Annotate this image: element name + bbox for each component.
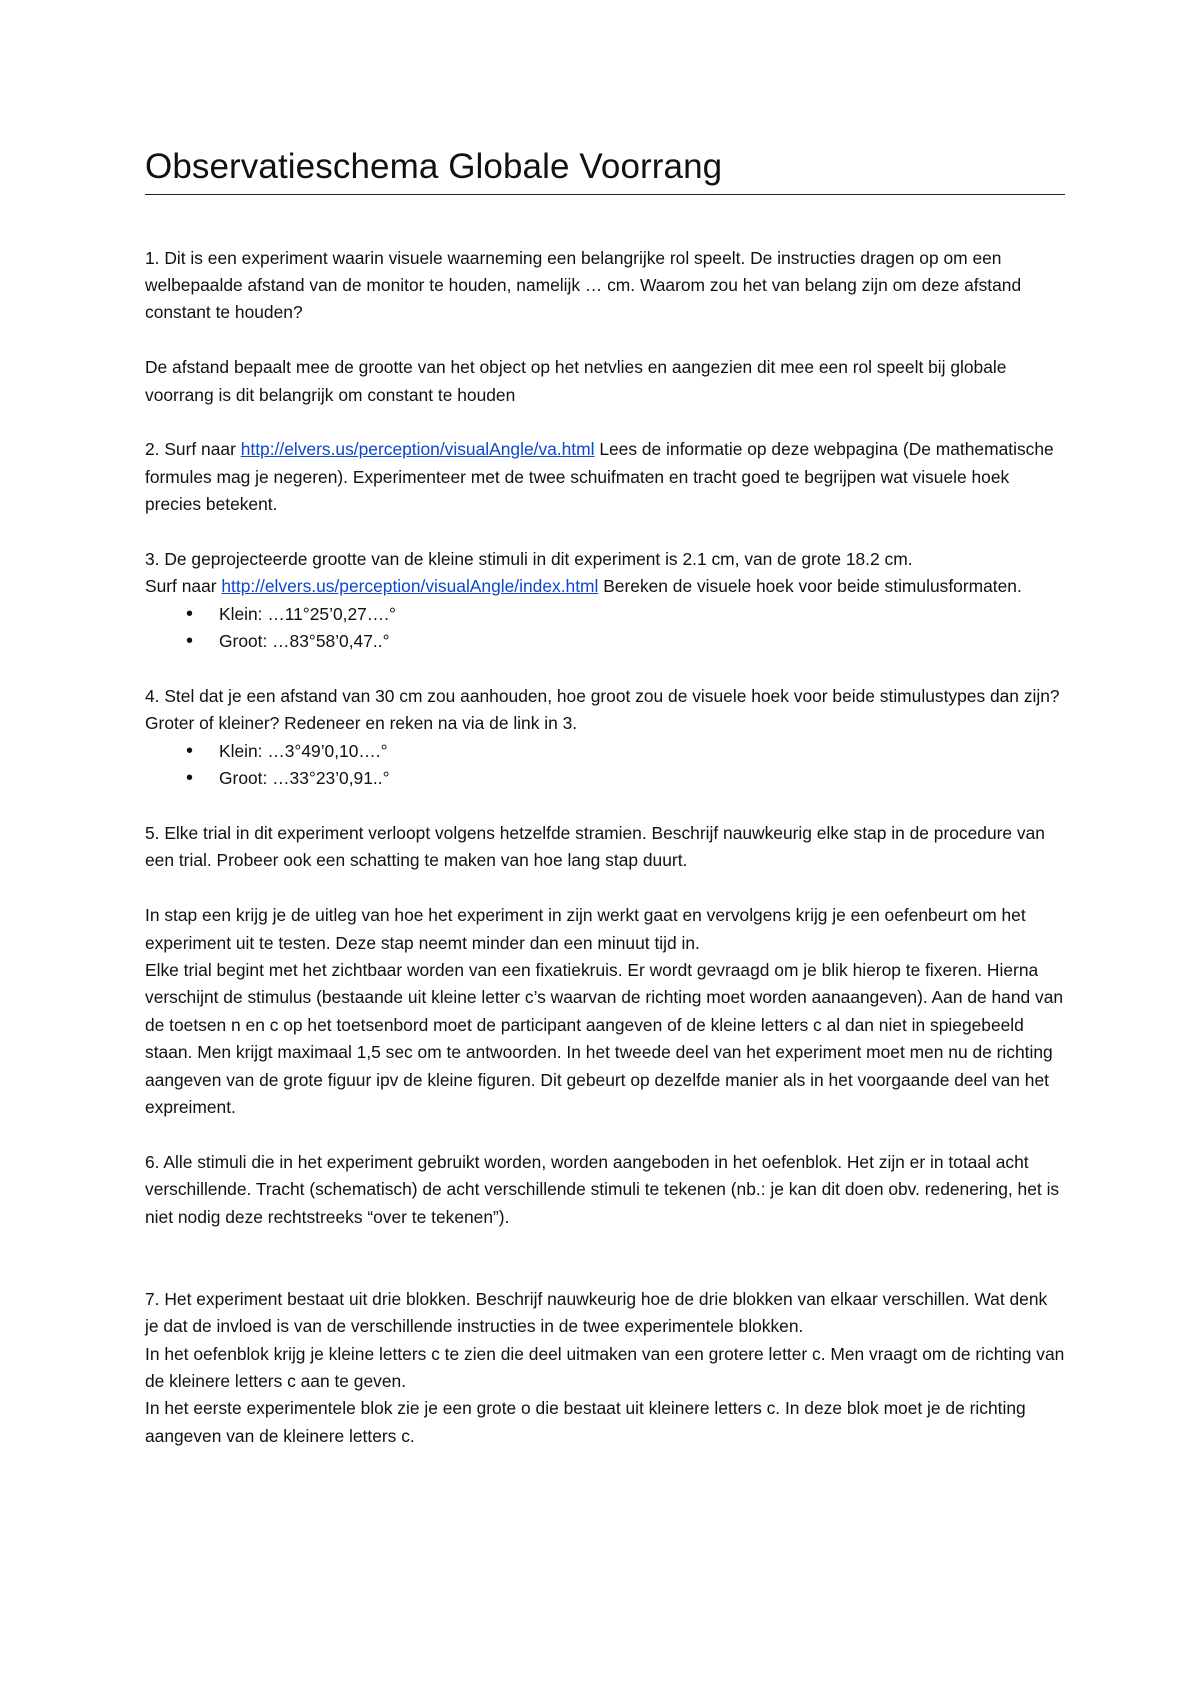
answer-3-small: • Klein: …11°25’0,27….° xyxy=(145,601,1065,628)
answer-5-part2: Elke trial begint met het zichtbaar worden van een fixatiekruis. Er wordt gevraagd om je blik hierop te fixeren. Hierna verschijnt de stimulus (bestaande uit kleine letter c’s waarvan de richting moet worden aanaangeven). Aan de hand van de toetsen n en c op het toetsenbord moet de participant aangeven of de kleine letters c al dan niet in spiegebeeld staan. Men krijgt maximaal 1,5 sec om te antwoorden. In het tweede deel van het experiment moet men nu de richting aangeven van de grote figuur ipv de kleine figuren. Dit gebeurt op dezelfde manier als in het voorgaande deel van het expreiment. xyxy=(145,959,1064,1117)
answer-7-part2: In het eerste experimentele blok zie je een grote o die bestaat uit kleinere letters c. In deze blok moet je de richting aangeven van de kleinere letters c. xyxy=(145,1398,1026,1446)
answer-4-large: • Groot: …33°23’0,91..° xyxy=(145,765,1065,792)
question-7: 7. Het experiment bestaat uit drie blokken. Beschrijf nauwkeurig hoe de drie blokken van elkaar verschillen. Wat denk je dat de invloed is van de verschillende instructies in de twee experimentele blokken. xyxy=(145,1288,1048,1337)
answer-5-part1: In stap een krijg je de uitleg van hoe het experiment in zijn werkt gaat en vervolgens krijg je een oefenbeurt om het experiment uit te testen. Deze stap neemt minder dan een minuut tijd in. xyxy=(145,905,1026,953)
question-3-answers xyxy=(145,601,1065,656)
document-page xyxy=(145,148,1065,1450)
question-2 xyxy=(145,436,1065,518)
question-3-line1: 3. De geprojecteerde grootte van de kleine stimuli in dit experiment is 2.1 cm, van de grote 18.2 cm. xyxy=(145,548,913,569)
visual-angle-index-link[interactable]: http://elvers.us/perception/visualAngle/index.html xyxy=(221,576,599,597)
document-body xyxy=(145,245,1065,1451)
question-5: 5. Elke trial in dit experiment verloopt volgens hetzelfde stramien. Beschrijf nauwkeurig elke stap in de procedure van een trial. Probeer ook een schatting te maken van hoe lang stap duurt. xyxy=(145,822,1045,871)
question-3 xyxy=(145,546,1065,601)
visual-angle-va-link[interactable]: http://elvers.us/perception/visualAngle/va.html xyxy=(240,439,595,460)
question-4-answers xyxy=(145,738,1065,793)
question-3-suffix: Bereken de visuele hoek voor beide stimulusformaten. xyxy=(598,576,1022,597)
question-4: 4. Stel dat je een afstand van 30 cm zou aanhouden, hoe groot zou de visuele hoek voor beide stimulustypes dan zijn? Groter of kleiner? Redeneer en reken na via de link in 3. xyxy=(145,685,1060,734)
document-title: Observatieschema Globale Voorrang xyxy=(145,148,1065,195)
question-2-suffix: Lees de informatie op deze webpagina (De mathematische formules mag je negeren). Experimenteer met de twee schuifmaten en tracht goed te begrijpen wat visuele hoek precies betekent. xyxy=(145,439,1054,515)
question-1: 1. Dit is een experiment waarin visuele waarneming een belangrijke rol speelt. De instructies dragen op om een welbepaalde afstand van de monitor te houden, namelijk … cm. Waarom zou het van belang zijn om deze afstand constant te houden? xyxy=(145,247,1022,323)
blank-space xyxy=(145,1258,1065,1285)
answer-1: De afstand bepaalt mee de grootte van het object op het netvlies en aangezien dit mee een rol speelt bij globale voorrang is dit belangrijk om constant te houden xyxy=(145,357,1007,405)
question-2-prefix: 2. Surf naar xyxy=(145,439,241,460)
answer-7-part1: In het oefenblok krijg je kleine letters c te zien die deel uitmaken van een grotere letter c. Men vraagt om de richting van de kleinere letters c aan te geven. xyxy=(145,1343,1065,1392)
question-6: 6. Alle stimuli die in het experiment gebruikt worden, worden aangeboden in het oefenblok. Het zijn er in totaal acht verschillende. Tracht (schematisch) de acht verschillende stimuli te tekenen (nb.: je kan dit doen obv. redenering, het is niet nodig deze rechtstreeks “over te tekenen”). xyxy=(145,1151,1060,1227)
question-3-prefix: Surf naar xyxy=(145,576,222,597)
answer-3-large: • Groot: …83°58’0,47..° xyxy=(145,628,1065,655)
answer-4-small: • Klein: …3°49’0,10….° xyxy=(145,738,1065,765)
